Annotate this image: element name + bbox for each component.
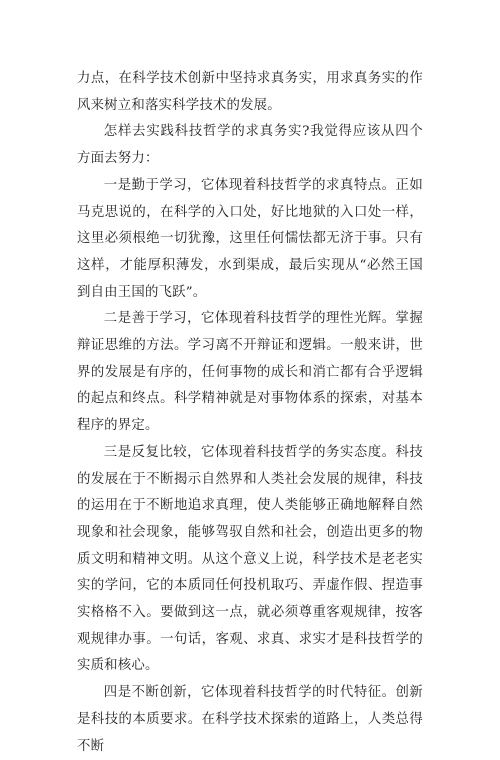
paragraph-point-one: 一是勤于学习，它体现着科技哲学的求真特点。正如马克思说的，在科学的入口处，好比地狱的入口处一样，这里必须根绝一切犹豫，这里任何懦怯都无济于事。只有这样，才能厚积薄发，水到渠成，最后实现从“必然王国到自由王国的飞跃”。 (77, 177, 423, 300)
paragraph-point-two: 二是善于学习，它体现着科技哲学的理性光辉。掌握辩证思维的方法。学习离不开辩证和逻辑。一般来讲，世界的发展是有序的，任何事物的成长和消亡都有合乎逻辑的起点和终点。科学精神就是对事物体系的探索，对基本程序的界定。 (77, 311, 423, 434)
paragraph-question: 怎样去实践科技哲学的求真务实?我觉得应该从四个方面去努力： (77, 124, 423, 167)
paragraph-point-four: 四是不断创新，它体现着科技哲学的时代特征。创新是科技的本质要求。在科学技术探索的道路上，人类总得不断 (77, 685, 423, 754)
paragraph-point-three: 三是反复比较，它体现着科技哲学的务实态度。科技的发展在于不断揭示自然界和人类社会发展的规律，科技的运用在于不断地追求真理，使人类能够正确地解释自然现象和社会现象，能够驾驭自然和社会，创造出更多的物质文明和精神文明。从这个意义上说，科学技术是老老实实的学问，它的本质同任何投机取巧、弄虚作假、捏造事实格格不入。要做到这一点，就必须尊重客观规律，按客观规律办事。一句话，客观、求真、求实才是科技哲学的实质和核心。 (77, 444, 423, 674)
paragraph-continuation: 力点，在科学技术创新中坚持求真务实，用求真务实的作风来树立和落实科学技术的发展。 (77, 71, 423, 113)
document-body (77, 66, 423, 760)
